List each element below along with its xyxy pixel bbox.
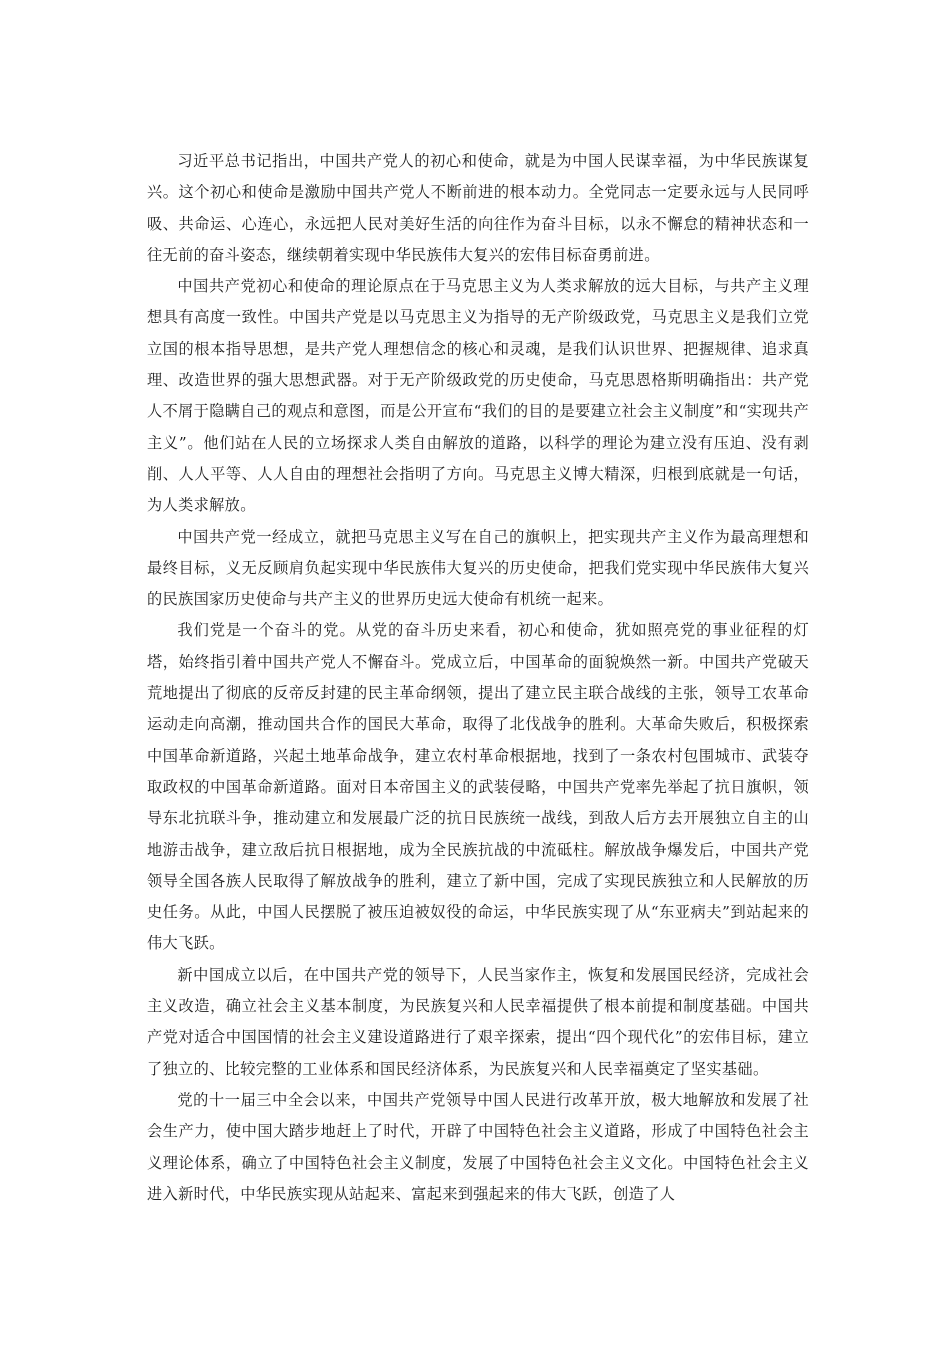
- paragraph: 中国共产党初心和使命的理论原点在于马克思主义为人类求解放的远大目标，与共产主义理想具有高度一致性。中国共产党是以马克思主义为指导的无产阶级政党，马克思主义是我们立党立国的根本指导思想，是共产党人理想信念的核心和灵魂，是我们认识世界、把握规律、追求真理、改造世界的强大思想武器。对于无产阶级政党的历史使命，马克思恩格斯明确指出：共产党人不屑于隐瞒自己的观点和意图，而是公开宣布“我们的目的是要建立社会主义制度”和“实现共产主义”。他们站在人民的立场探求人类自由解放的道路，以科学的理论为建立没有压迫、没有剥削、人人平等、人人自由的理想社会指明了方向。马克思主义博大精深，归根到底就是一句话，为人类求解放。: [147, 277, 809, 515]
- paragraph: 习近平总书记指出，中国共产党人的初心和使命，就是为中国人民谋幸福，为中华民族谋复兴。这个初心和使命是激励中国共产党人不断前进的根本动力。全党同志一定要永远与人民同呼吸、共命运、心连心，永远把人民对美好生活的向往作为奋斗目标，以永不懈怠的精神状态和一往无前的奋斗姿态，继续朝着实现中华民族伟大复兴的宏伟目标奋勇前进。: [147, 152, 809, 264]
- document-body: [147, 146, 809, 1210]
- paragraph: 中国共产党一经成立，就把马克思主义写在自己的旗帜上，把实现共产主义作为最高理想和最终目标，义无反顾肩负起实现中华民族伟大复兴的历史使命，把我们党实现中华民族伟大复兴的民族国家历史使命与共产主义的世界历史远大使命有机统一起来。: [147, 527, 809, 609]
- paragraph: 新中国成立以后，在中国共产党的领导下，人民当家作主，恢复和发展国民经济，完成社会主义改造，确立社会主义基本制度，为民族复兴和人民幸福提供了根本前提和制度基础。中国共产党对适合中国国情的社会主义建设道路进行了艰辛探索，提出“四个现代化”的宏伟目标，建立了独立的、比较完整的工业体系和国民经济体系，为民族复兴和人民幸福奠定了坚实基础。: [147, 965, 809, 1078]
- paragraph: 我们党是一个奋斗的党。从党的奋斗历史来看，初心和使命，犹如照亮党的事业征程的灯塔，始终指引着中国共产党人不懈奋斗。党成立后，中国革命的面貌焕然一新。中国共产党破天荒地提出了彻底的反帝反封建的民主革命纲领，提出了建立民主联合战线的主张，领导工农革命运动走向高潮，推动国共合作的国民大革命，取得了北伐战争的胜利。大革命失败后，积极探索中国革命新道路，兴起土地革命战争，建立农村革命根据地，找到了一条农村包围城市、武装夺取政权的中国革命新道路。面对日本帝国主义的武装侵略，中国共产党率先举起了抗日旗帜，领导东北抗联斗争，推动建立和发展最广泛的抗日民族统一战线，到敌人后方去开展独立自主的山地游击战争，建立敌后抗日根据地，成为全民族抗战的中流砥柱。解放战争爆发后，中国共产党领导全国各族人民取得了解放战争的胜利，建立了新中国，完成了实现民族独立和人民解放的历史任务。从此，中国人民摆脱了被压迫被奴役的命运，中华民族实现了从“东亚病夫”到站起来的伟大飞跃。: [147, 621, 809, 953]
- paragraph: 党的十一届三中全会以来，中国共产党领导中国人民进行改革开放，极大地解放和发展了社会生产力，使中国大踏步地赶上了时代，开辟了中国特色社会主义道路，形成了中国特色社会主义理论体系，确立了中国特色社会主义制度，发展了中国特色社会主义文化。中国特色社会主义进入新时代，中华民族实现从站起来、富起来到强起来的伟大飞跃，创造了人: [147, 1090, 809, 1203]
